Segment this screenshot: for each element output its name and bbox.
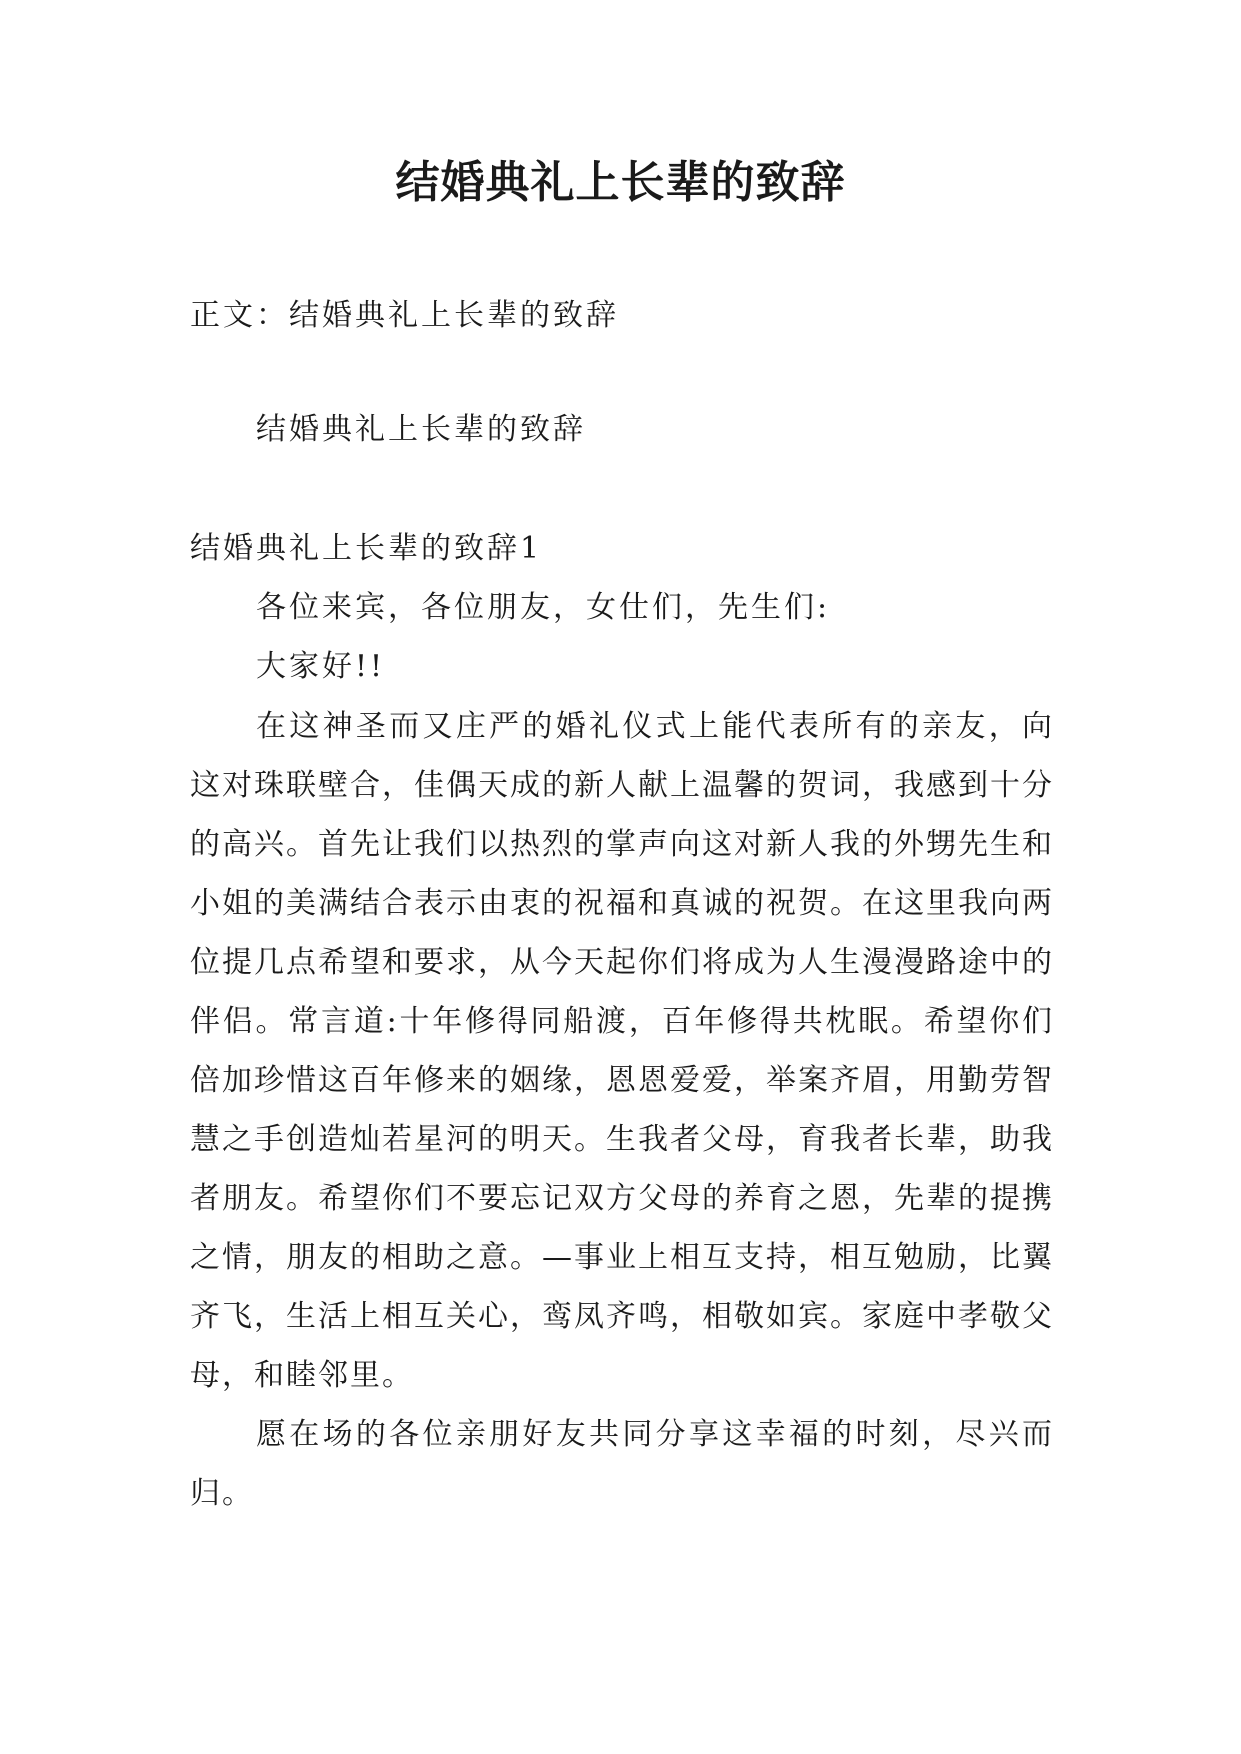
greeting: 大家好!! [256, 649, 386, 684]
subtitle-line: 结婚典礼上长辈的致辞 [256, 412, 586, 447]
label-line: 正文：结婚典礼上长辈的致辞 [190, 298, 619, 333]
body-paragraphs [190, 697, 1054, 1523]
salutation: 各位来宾，各位朋友，女仕们，先生们: [256, 590, 831, 625]
document-title: 结婚典礼上长辈的致辞 [395, 157, 846, 208]
section-heading: 结婚典礼上长辈的致辞1 [190, 531, 543, 566]
paragraph-2: 愿在场的各位亲朋好友共同分享这幸福的时刻，尽兴而归。 [190, 1417, 1054, 1511]
paragraph-1: 在这神圣而又庄严的婚礼仪式上能代表所有的亲友，向这对珠联壁合，佳偶天成的新人献上温馨的贺词，我感到十分的高兴。首先让我们以热烈的掌声向这对新人我的外甥先生和小姐的美满结合表示由衷的祝福和真诚的祝贺。在这里我向两位提几点希望和要求，从今天起你们将成为人生漫漫路途中的伴侣。常言道:十年修得同船渡，百年修得共枕眠。希望你们倍加珍惜这百年修来的姻缘，恩恩爱爱，举案齐眉，用勤劳智慧之手创造灿若星河的明天。生我者父母，育我者长辈，助我者朋友。希望你们不要忘记双方父母的养育之恩，先辈的提携之情，朋友的相助之意。—事业上相互支持，相互勉励，比翼齐飞，生活上相互关心，鸾凤齐鸣，相敬如宾。家庭中孝敬父母，和睦邻里。 [190, 709, 1054, 1393]
